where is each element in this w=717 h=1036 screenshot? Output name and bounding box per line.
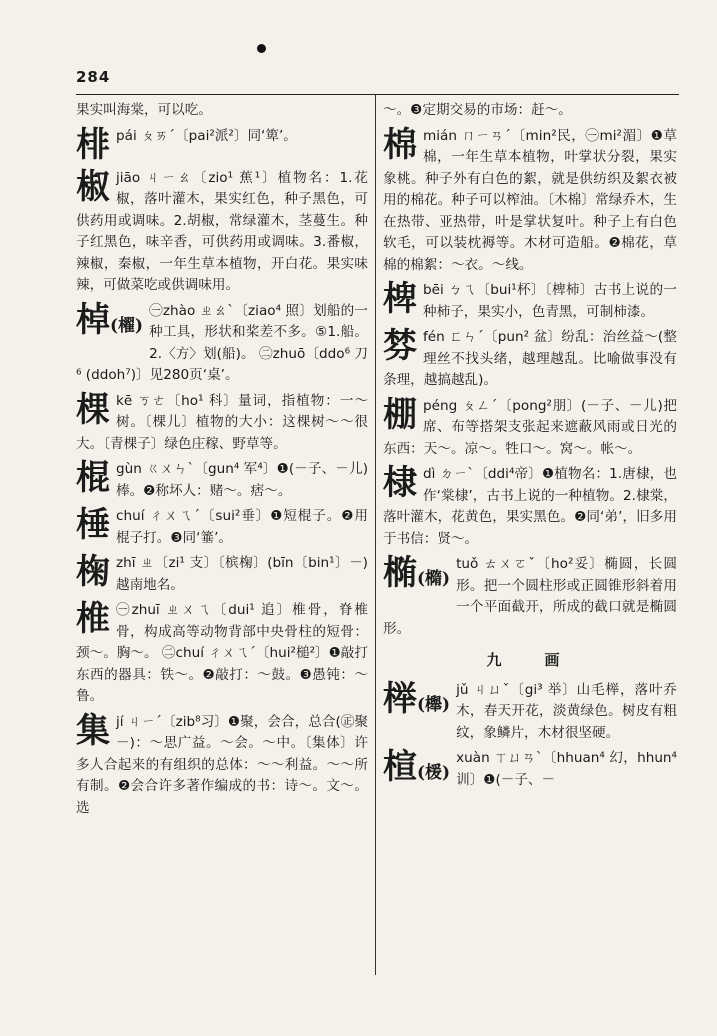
- entry-definition: jí ㄐㄧˊ〔zib⁸习〕❶聚，会合，总合(㊣聚－)：～思广益。～会。～中。〔集体〕许多人合起来的有组织的总体：～～利益。～～所有制。❷会合许多著作编成的书：诗～。文～。选: [76, 713, 368, 816]
- entry-definition: gùn ㄍㄨㄣˋ〔gun⁴ 军⁴〕❶(－子、－儿)棒。❷称坏人：赌～。痞～。: [116, 461, 368, 499]
- dictionary-entry: [76, 301, 368, 387]
- entry-definition: zhī ㄓ〔zi¹ 支〕〔槟椈〕(bīn〔bin¹〕－)越南地名。: [116, 555, 368, 593]
- dictionary-entry: [76, 600, 368, 708]
- dictionary-entry: [76, 168, 368, 297]
- entry-definition: pái ㄆㄞˊ〔pai²派²〕同‘箄’。: [116, 127, 297, 144]
- left-entries: [76, 126, 368, 820]
- entry-headword: 棚: [383, 394, 417, 435]
- dictionary-entry: [383, 327, 677, 392]
- dictionary-entry: [383, 126, 677, 277]
- entry-headword: 棣: [383, 463, 417, 503]
- entry-headword: 椈: [76, 552, 110, 592]
- entry-headword: 棍: [76, 458, 110, 498]
- entry-definition: dì ㄉㄧˋ〔ddi⁴帝〕❶植物名：1.唐棣，也作‘棠棣’，古书上说的一种植物。2.棣棠，落叶灌木，花黄色，果实黑色。❷同‘弟’，旧多用于书信：贤～。: [383, 466, 677, 547]
- entry-definition: chuí ㄔㄨㄟˊ〔sui²垂〕❶短棍子。❷用棍子打。❸同‘箠’。: [116, 508, 368, 546]
- entry-definition: ㊀zhào ㄓㄠˋ〔ziao⁴ 照〕划船的一种工具，形状和桨差不多。⑤1.船。2.〈方〉划(船)。 ㊁zhuō〔ddo⁶ 刀⁶ (ddoh⁷)〕见280页‘桌’。: [76, 302, 368, 383]
- dictionary-entry: [76, 553, 368, 596]
- entry-headword: 椑: [383, 279, 417, 319]
- entry-variant: (櫂): [110, 315, 144, 336]
- column-divider: [375, 95, 376, 975]
- entry-definition: tuǒ ㄊㄨㄛˇ〔ho²妥〕椭圆，长圆形。把一个圆柱形或正圆锥形斜着用一个平面截开，所成的截口就是椭圆形。: [383, 556, 677, 637]
- entry-headword: 椭(橢): [383, 553, 451, 593]
- dictionary-entry: [76, 459, 368, 502]
- entry-headword: 棑: [76, 124, 110, 165]
- right-entries-after: [383, 680, 677, 793]
- entry-definition: péng ㄆㄥˊ〔pong²朋〕(－子、－儿)把席、布等搭架支张起来遮蔽风雨或日光的东西：天～。凉～。牲口～。窝～。帐～。: [383, 397, 677, 457]
- section-heading: 九 画: [486, 651, 574, 669]
- entry-headword: 椒: [76, 166, 110, 207]
- entry-headword: 楦(楥): [383, 747, 451, 787]
- entry-definition: kē ㄎㄜ〔ho¹ 科〕量词，指植物：一～树。〔棵儿〕植物的大小：这棵树～～很大。〔青棵子〕绿色庄稼、野草等。: [76, 392, 368, 452]
- entry-variant: (楥): [417, 763, 451, 783]
- header-rule: [76, 94, 679, 95]
- continuation-text: 果实叫海棠，可以吃。: [76, 102, 212, 118]
- entry-headword: 棉: [383, 124, 417, 165]
- entry-headword: 棹(櫂): [76, 299, 144, 340]
- entry-definition: jǔ ㄐㄩˇ〔gi³ 举〕山毛榉，落叶乔木，春天开花，淡黄绿色。树皮有粗纹，象鳞片，木材很坚硬。: [456, 681, 677, 741]
- continuation-text: ～。❸定期交易的市场：赶～。: [383, 102, 572, 118]
- entry-headword: 棵: [76, 389, 110, 430]
- dictionary-entry: [383, 280, 677, 323]
- left-column: [76, 100, 368, 823]
- dictionary-entry: [383, 554, 677, 640]
- dictionary-entry: [383, 396, 677, 461]
- dictionary-entry: [76, 391, 368, 456]
- entry-definition: fén ㄈㄣˊ〔pun² 盆〕纷乱：治丝益～(整理丝不找头绪，越理越乱。比喻做事没有条理，越搞越乱)。: [383, 329, 677, 388]
- entry-definition: ㊀zhuī ㄓㄨㄟ〔dui¹ 追〕椎骨，脊椎骨，构成高等动物背部中央骨柱的短骨：颈～。胸～。 ㊁chuí ㄔㄨㄟˊ〔hui²槌²〕❶敲打东西的器具：铁～。❷敲打：～鼓。❸愚钝：～鲁。: [76, 602, 368, 704]
- dictionary-entry: [383, 464, 677, 550]
- entry-variant: (橢): [417, 569, 451, 589]
- dictionary-entry: [76, 506, 368, 549]
- entry-headword: 榉(櫸): [383, 678, 451, 719]
- dictionary-entry: [76, 712, 368, 820]
- margin-dot: [257, 44, 266, 53]
- entry-definition: bēi ㄅㄟ〔bui¹杯〕〔椑柿〕古书上说的一种柿子，果实小，色青黑，可制柿漆。: [423, 282, 677, 320]
- dictionary-entry: [383, 680, 677, 745]
- entry-headword: 集: [76, 710, 110, 751]
- entry-headword: 椎: [76, 599, 110, 639]
- dictionary-entry: [383, 748, 677, 792]
- right-entries-before: [383, 126, 677, 641]
- entry-headword: 棼: [383, 326, 417, 366]
- entry-headword: 棰: [76, 505, 110, 545]
- page-number: 284: [76, 68, 111, 86]
- entry-definition: mián ㄇㄧㄢˊ〔min²民，㊀mi²湄〕❶草棉，一年生草本植物，叶掌状分裂，果实象桃。种子外有白色的絮，就是供纺织及絮衣被用的棉花。种子可以榨油。〔木棉〕常绿乔木，生在热带、亚热带，叶是掌状复叶。种子上有白色软毛，可以装枕褥等。木材可造船。❷棉花，草棉的棉絮：～衣。～线。: [383, 127, 677, 273]
- right-column: [383, 100, 677, 796]
- entry-definition: xuàn ㄒㄩㄢˋ〔hhuan⁴ 幻，hhun⁴ 训〕❶(－子、－: [456, 750, 677, 788]
- dictionary-entry: [76, 126, 368, 164]
- entry-variant: (櫸): [417, 694, 451, 715]
- entry-definition: jiāo ㄐㄧㄠ〔zio¹ 蕉¹〕植物名：1.花椒，落叶灌木，果实红色，种子黑色，可供药用或调味。2.胡椒，常绿灌木，茎蔓生。种子红黑色，味辛香，可供药用或调味。3.番椒，辣椒，秦椒，一年生草本植物，开白花。果实味辣，可做菜吃或供调味用。: [76, 169, 368, 293]
